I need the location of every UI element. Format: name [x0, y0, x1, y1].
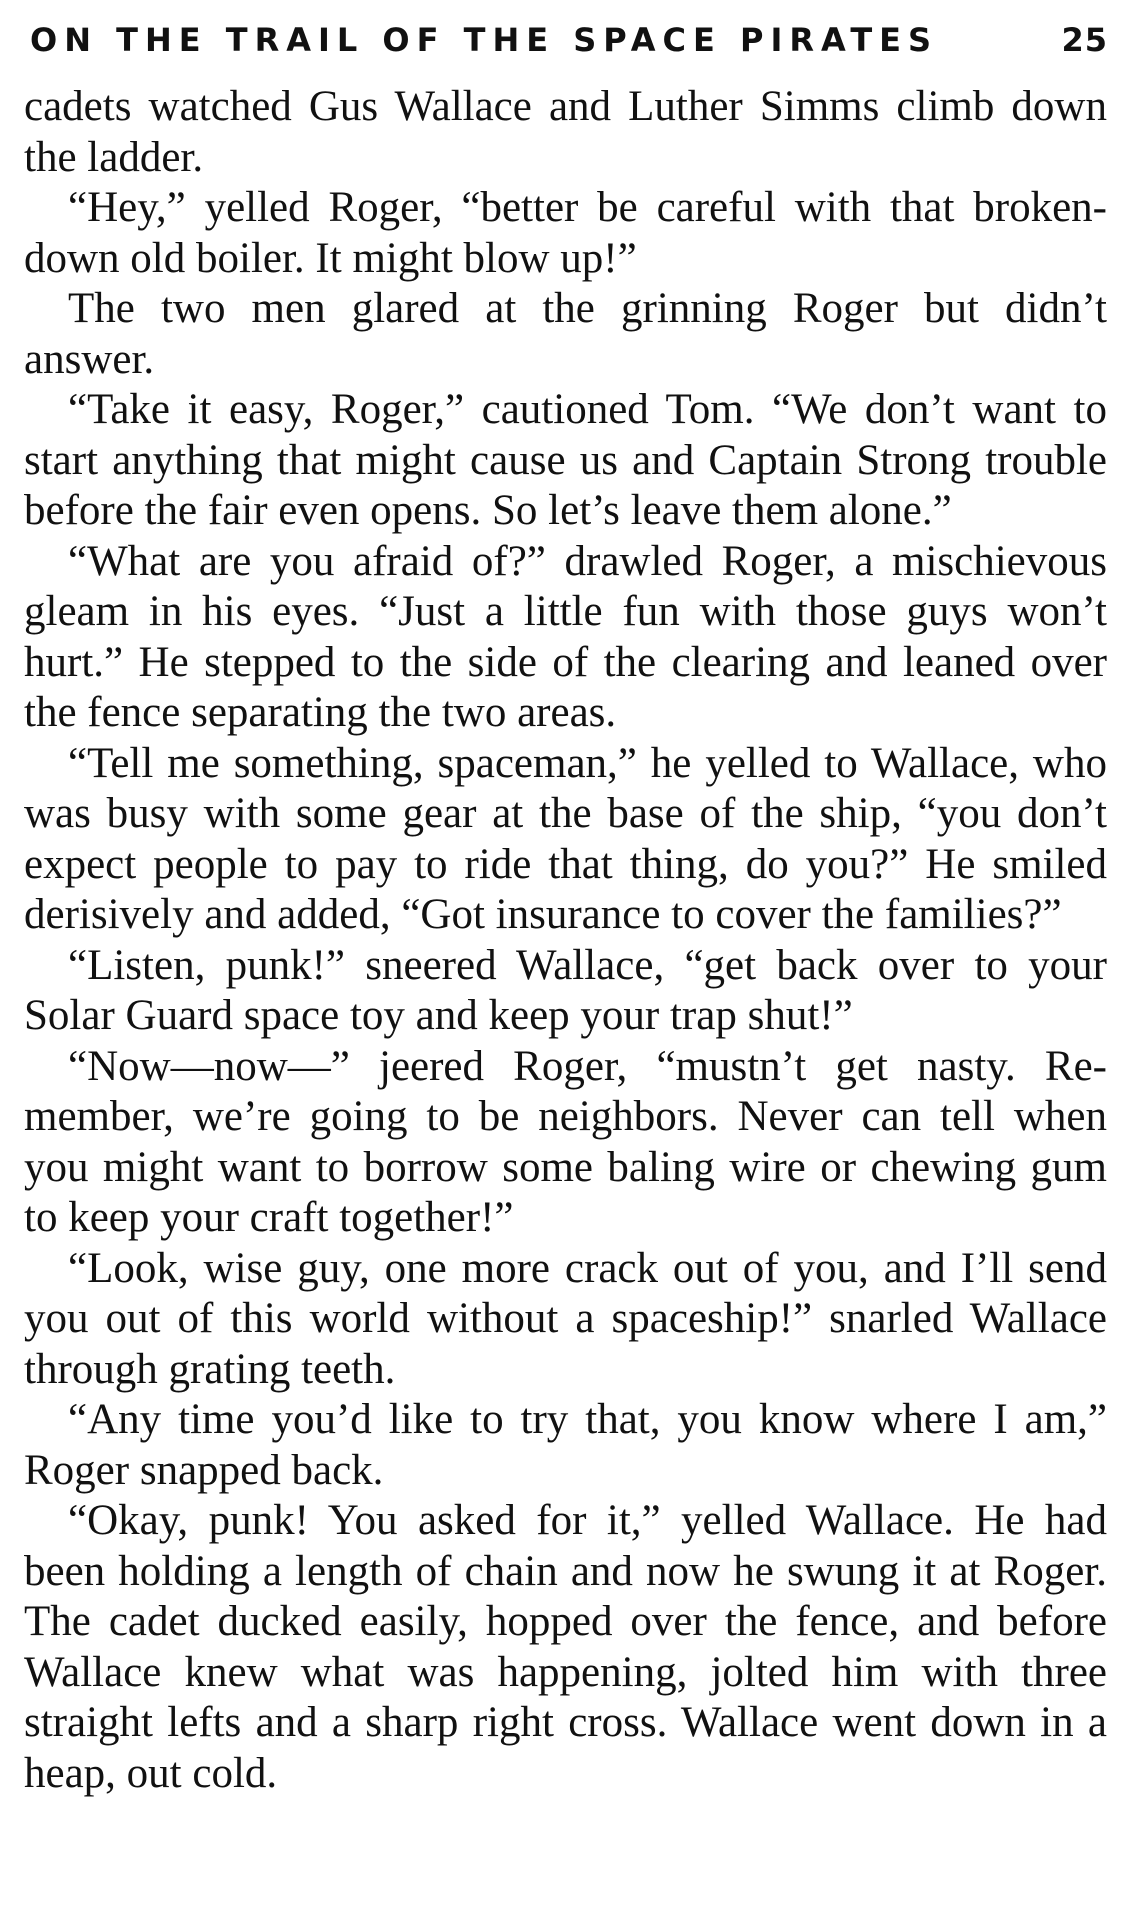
paragraph: “Hey,” yelled Roger, “better be careful with that broken-down old boiler. It might blow up!”	[24, 184, 1107, 282]
paragraph: “Take it easy, Roger,” cautioned Tom. “We don’t want to start anything that might cause us and Captain Strong trouble before the fair even opens. So let’s leave them alone.”	[24, 386, 1107, 534]
running-head	[30, 16, 1108, 64]
paragraph: “Okay, punk! You asked for it,” yelled Wallace. He had been holding a length of chain and now he swung it at Roger. The cadet ducked easily, hopped over the fence, and before Wallace knew what was happening, jolted him with three straight lefts and a sharp right cross. Wallace went down in a heap, out cold.	[24, 1497, 1107, 1797]
paragraph: The two men glared at the grinning Roger but didn’t answer.	[24, 285, 1107, 383]
paragraph: “What are you afraid of?” drawled Roger, a mischievous gleam in his eyes. “Just a little fun with those guys won’t hurt.” He stepped to the side of the clearing and leaned over the fence separating the two areas.	[24, 537, 1107, 736]
body-text	[24, 82, 1107, 1799]
paragraph: “Any time you’d like to try that, you know where I am,” Roger snapped back.	[24, 1396, 1107, 1494]
chapter-title: ON THE TRAIL OF THE SPACE PIRATES	[30, 21, 939, 59]
paragraph: “Listen, punk!” sneered Wallace, “get back over to your Solar Guard space toy and keep your trap shut!”	[24, 941, 1107, 1039]
paragraph: “Tell me something, spaceman,” he yelled to Wallace, who was busy with some gear at the base of the ship, “you don’t expect people to pay to ride that thing, do you?” He smiled derisively and added, “Got insurance to cover the families?”	[24, 739, 1107, 938]
paragraph: “Look, wise guy, one more crack out of you, and I’ll send you out of this world without a spaceship!” snarled Wallace through grating teeth.	[24, 1244, 1107, 1393]
paragraph: “Now—now—” jeered Roger, “mustn’t get nasty. Remember, we’re going to be neighbors. Never can tell when you might want to borrow some baling wire or chewing gum to keep your craft together!”	[24, 1042, 1107, 1241]
page-number: 25	[1061, 21, 1108, 59]
paragraph: cadets watched Gus Wallace and Luther Simms climb down the ladder.	[24, 83, 1107, 181]
